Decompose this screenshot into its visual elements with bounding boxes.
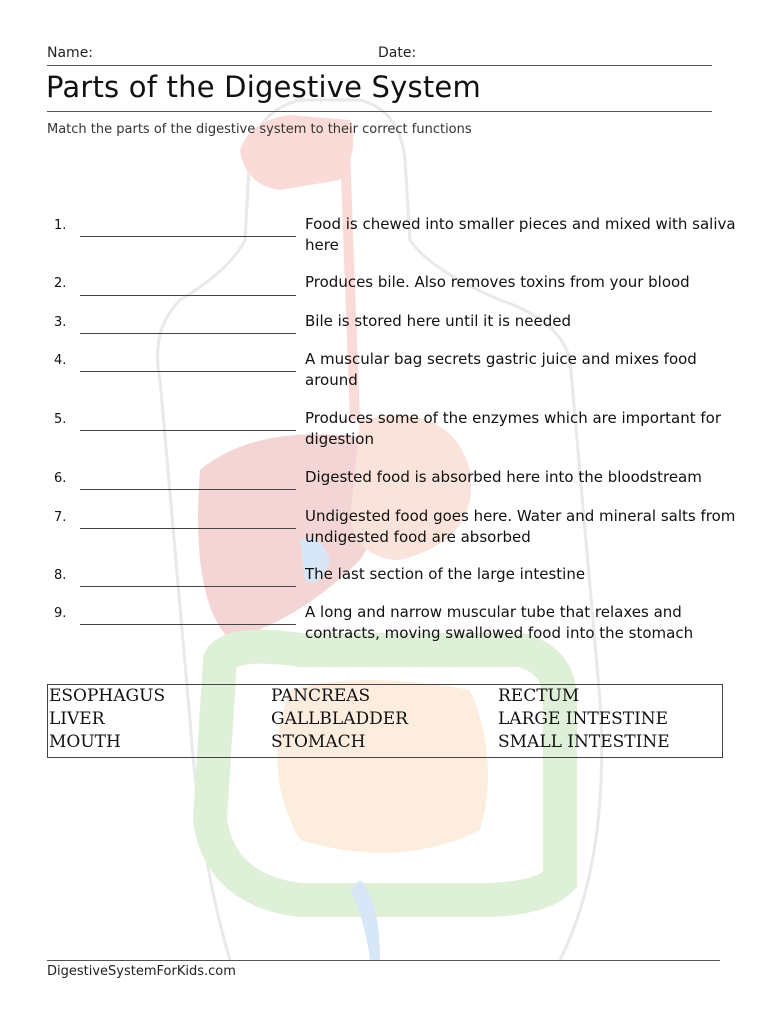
- word-bank-item: STOMACH: [271, 732, 366, 752]
- question-text: Produces bile. Also removes toxins from your blood: [305, 273, 690, 291]
- question-text: A muscular bag secrets gastric juice and mixes food around: [305, 350, 697, 389]
- word-bank-item: LARGE INTESTINE: [498, 709, 669, 729]
- word-bank-item: RECTUM: [498, 686, 580, 706]
- question-text: Undigested food goes here. Water and mineral salts from undigested food are absorbed: [305, 507, 736, 546]
- answer-line[interactable]: [80, 295, 296, 296]
- question-text: Food is chewed into smaller pieces and mixed with saliva here: [305, 215, 736, 254]
- answer-line[interactable]: [80, 489, 296, 490]
- name-label: Name:: [47, 45, 94, 61]
- date-label: Date:: [378, 45, 417, 61]
- question-text: Produces some of the enzymes which are important for digestion: [305, 409, 721, 448]
- instructions: Match the parts of the digestive system to their correct functions: [47, 122, 472, 137]
- question-number: 3.: [54, 315, 67, 330]
- footer-rule: [47, 960, 720, 961]
- question-text: A long and narrow muscular tube that relaxes and contracts, moving swallowed food into the stomach: [305, 603, 694, 642]
- page-title: Parts of the Digestive System: [46, 70, 481, 104]
- answer-line[interactable]: [80, 528, 296, 529]
- footer-link[interactable]: DigestiveSystemForKids.com: [47, 964, 236, 979]
- header-rule: [47, 65, 712, 66]
- word-bank-item: SMALL INTESTINE: [498, 732, 670, 752]
- question-number: 5.: [54, 412, 67, 427]
- question-text: Digested food is absorbed here into the bloodstream: [305, 468, 702, 486]
- question-text: Bile is stored here until it is needed: [305, 312, 571, 330]
- question-number: 1.: [54, 218, 67, 233]
- question-text: The last section of the large intestine: [305, 565, 586, 583]
- answer-line[interactable]: [80, 624, 296, 625]
- word-bank: [47, 684, 723, 758]
- word-bank-item: GALLBLADDER: [271, 709, 408, 729]
- answer-line[interactable]: [80, 430, 296, 431]
- answer-line[interactable]: [80, 371, 296, 372]
- word-bank-item: MOUTH: [49, 732, 121, 752]
- answer-line[interactable]: [80, 333, 296, 334]
- question-number: 4.: [54, 353, 67, 368]
- title-rule: [47, 111, 712, 112]
- question-number: 2.: [54, 276, 67, 291]
- question-number: 9.: [54, 606, 67, 621]
- question-number: 7.: [54, 510, 67, 525]
- question-number: 6.: [54, 471, 67, 486]
- word-bank-item: ESOPHAGUS: [49, 686, 166, 706]
- answer-line[interactable]: [80, 586, 296, 587]
- word-bank-item: LIVER: [49, 709, 105, 729]
- question-number: 8.: [54, 568, 67, 583]
- word-bank-item: PANCREAS: [271, 686, 371, 706]
- answer-line[interactable]: [80, 236, 296, 237]
